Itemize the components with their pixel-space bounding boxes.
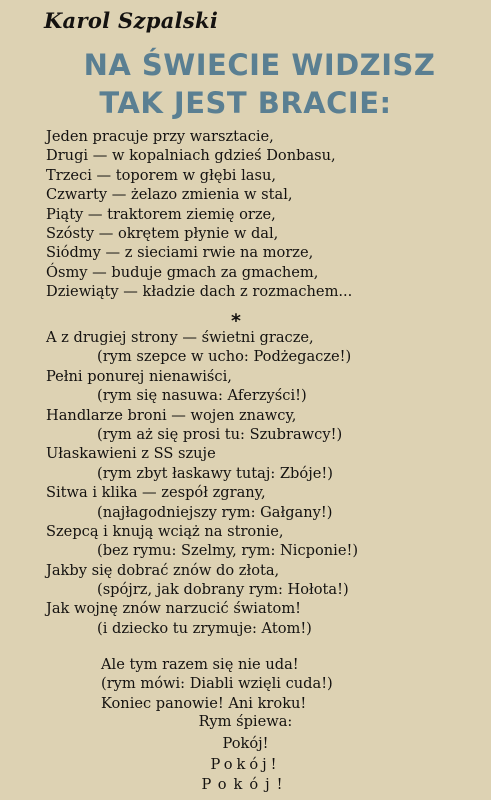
- rhyme-aside-line: (rym zbyt łaskawy tutaj: Zbóje!): [97, 464, 333, 482]
- verse-line: Ale tym razem się nie uda!: [101, 656, 299, 673]
- verse-line: Drugi — w kopalniach gdzieś Donbasu,: [46, 147, 336, 165]
- rhyme-aside-line: (rym aż się prosi tu: Szubrawcy!): [97, 425, 343, 443]
- verse-line: Jakby się dobrać znów do złota,: [46, 561, 280, 579]
- verse-line: Trzeci — toporem w głębi lasu,: [46, 166, 277, 184]
- rhyme-aside-line: (bez rymu: Szelmy, rym: Nicponie!): [97, 542, 359, 560]
- verse-line: Sitwa i klika — zespół zgrany,: [46, 484, 266, 502]
- verse-line: Szepcą i knują wciąż na stronie,: [46, 522, 284, 540]
- rhyme-aside-line: (i dziecko tu zrymuje: Atom!): [97, 619, 312, 637]
- poem-title-line-2: TAK JEST BRACIE:: [99, 86, 392, 120]
- rhyme-aside-line: (najłagodniejszy rym: Gałgany!): [97, 503, 333, 521]
- ending-line-pokoj-3: Pokój!: [201, 776, 290, 793]
- section-separator-asterisk: *: [231, 310, 241, 332]
- poem-title-line-1: NA ŚWIECIE WIDZISZ: [83, 48, 436, 82]
- rhyme-aside-line: (spójrz, jak dobrany rym: Hołota!): [97, 581, 349, 599]
- stanza-1: [46, 127, 486, 302]
- verse-line: (rym mówi: Diabli wzięli cuda!): [101, 675, 333, 693]
- verse-line: Pełni ponurej nienawiści,: [46, 367, 232, 385]
- verse-line: Czwarty — żelazo zmienia w stal,: [46, 186, 293, 204]
- verse-line: Jak wojnę znów narzucić światom!: [46, 600, 302, 618]
- ending-line-pokoj-2: Pokój!: [210, 756, 281, 773]
- verse-line: A z drugiej strony — świetni gracze,: [46, 329, 314, 346]
- stanza-2: [46, 328, 486, 638]
- rhyme-aside-line: (rym się nasuwa: Aferzyści!): [97, 387, 307, 405]
- ending-line-pokoj-1: Pokój!: [222, 735, 269, 752]
- verse-line: Ułaskawieni z SS szuje: [46, 445, 216, 463]
- verse-line: Koniec panowie! Ani kroku!: [101, 694, 307, 712]
- verse-line: Handlarze broni — wojen znawcy,: [46, 406, 297, 424]
- author-name: Karol Szpalski: [44, 8, 219, 33]
- verse-line: Jeden pracuje przy warsztacie,: [46, 128, 274, 145]
- verse-line: Ósmy — buduje gmach za gmachem,: [46, 263, 319, 281]
- verse-line: Siódmy — z sieciami rwie na morze,: [46, 244, 314, 262]
- verse-line: Piąty — traktorem ziemię orze,: [46, 205, 276, 223]
- verse-line: Dziewiąty — kładzie dach z rozmachem...: [46, 283, 353, 301]
- verse-line: Szósty — okrętem płynie w dal,: [46, 224, 279, 242]
- ending-line-rym-spiewa: Rym śpiewa:: [198, 713, 293, 730]
- stanza-3: [101, 655, 491, 713]
- rhyme-aside-line: (rym szepce w ucho: Podżegacze!): [97, 348, 352, 366]
